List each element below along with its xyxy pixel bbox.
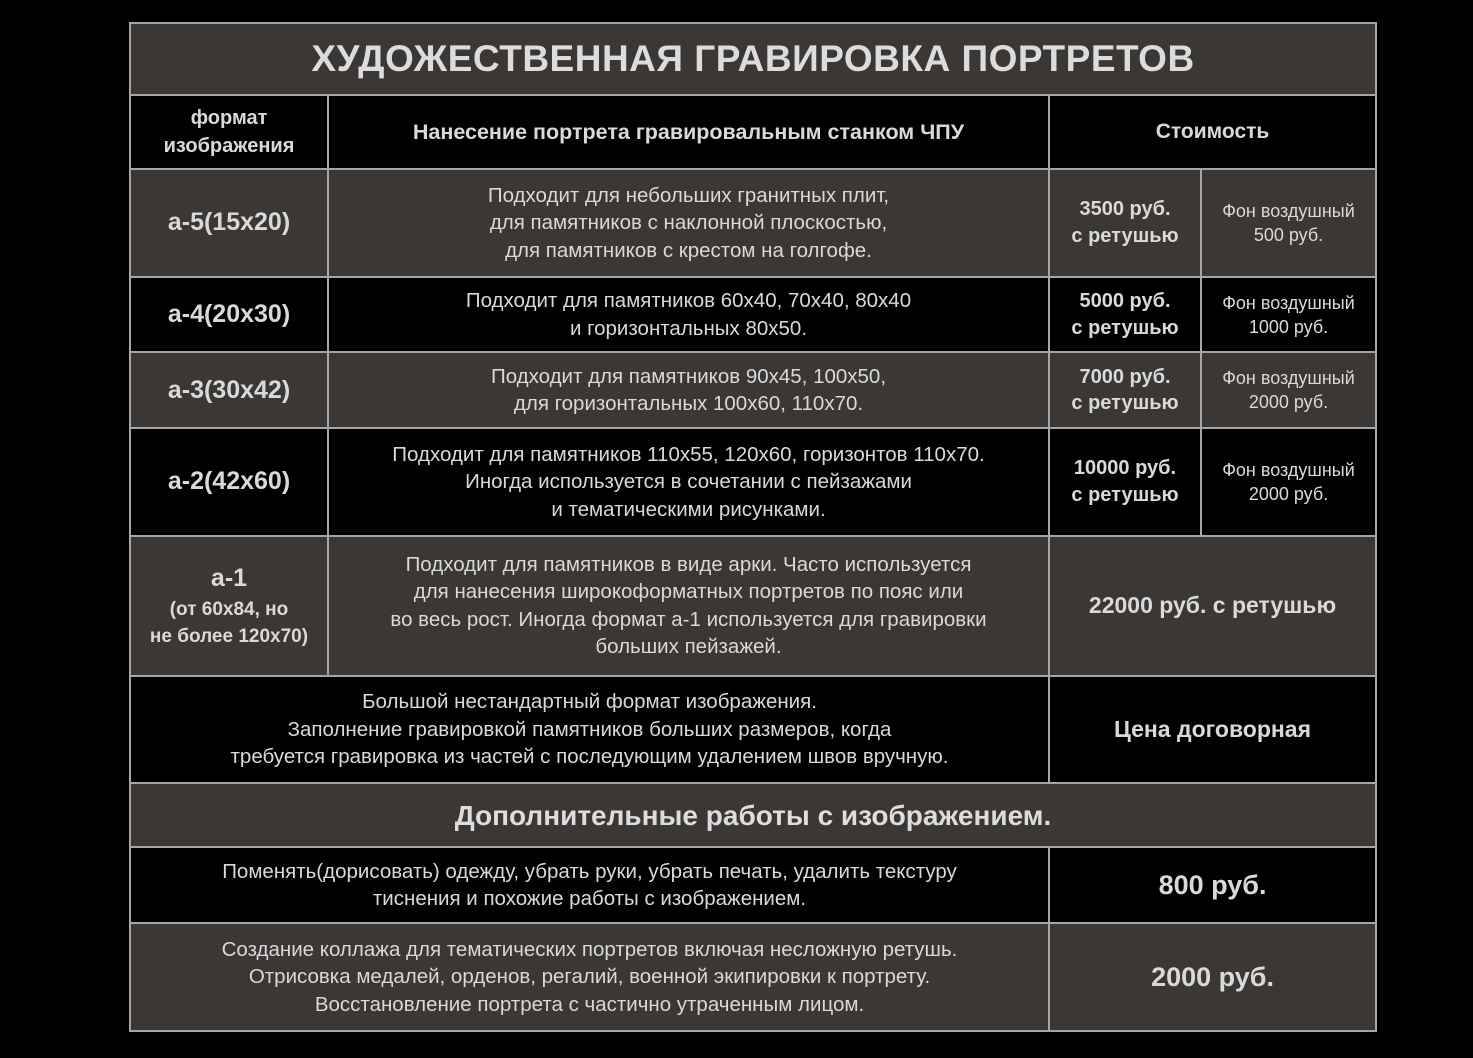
section-title: Дополнительные работы с изображением. [454,799,1052,831]
description-line: во весь рост. Иногда формат a-1 используется для гравировки [390,607,987,631]
format-sub-line: не более 120x70) [149,625,309,647]
price-note-line: Фон воздушный [1222,292,1355,313]
price-note-line: 500 руб. [1253,224,1324,245]
description-line: Подходит для памятников в виде арки. Часто используется [405,552,972,576]
price-line: 3500 руб. [1079,198,1171,221]
description-line: Подходит для памятников 90x45, 100x50, [490,364,887,388]
description-line: Заполнение гравировкой памятников больших размеров, когда [287,717,892,741]
table-row [130,923,1376,1031]
section-header-row [130,783,1376,847]
description-line: Подходит для небольших гранитных плит, [487,183,890,207]
price-table [129,22,1377,1032]
header-format-column [130,95,328,169]
description-line: Отрисовка медалей, орденов, регалий, военной экипировки к портрету. [248,965,931,989]
price-line: с ретушью [1071,224,1179,247]
price-note-cell [1201,428,1376,536]
price-cell-merged: 22000 руб. с ретушью [1049,536,1376,676]
page-title: ХУДОЖЕСТВЕННАЯ ГРАВИРОВКА ПОРТРЕТОВ [311,38,1195,80]
description-cell [328,428,1049,536]
table-row [130,352,1376,428]
price-cell-merged: 2000 руб. [1049,923,1376,1031]
title-row [130,23,1376,95]
description-line: для нанесения широкоформатных портретов по пояс или [413,580,964,604]
description-line: для памятников с крестом на голгофе. [505,238,872,262]
price-note-line: Фон воздушный [1222,200,1355,221]
description-line: Подходит для памятников 110x55, 120x60, горизонтов 110x70. [392,442,985,466]
price-note-cell [1201,352,1376,428]
description-cell [130,923,1049,1031]
description-cell [130,847,1049,923]
description-line: и горизонтальных 80x50. [569,316,808,340]
price-line: с ретушью [1071,392,1179,415]
header-format-line-1: формат [190,106,268,129]
price-note-line: Фон воздушный [1222,459,1355,480]
description-cell [328,536,1049,676]
price-line: 10000 руб. [1073,457,1177,480]
price-note-line: 2000 руб. [1248,484,1329,505]
format-main: a-2(42x60) [167,467,291,496]
description-line: Поменять(дорисовать) одежду, убрать руки, убрать печать, удалить текстуру [222,859,957,883]
price-line: с ретушью [1071,484,1179,507]
header-format-line-2: изображения [163,135,295,157]
description-line: Создание коллажа для тематических портретов включая несложную ретушь. [221,937,958,961]
price-note-cell [1201,169,1376,277]
price-cell-merged: Цена договорная [1049,676,1376,784]
format-sub-line: (от 60x84, но [169,598,289,620]
format-main: a-3(30x42) [167,375,291,404]
description-line: тиснения и похожие работы с изображением. [372,887,807,911]
description-line: требуется гравировка из частей с последующим удалением швов вручную. [230,745,949,769]
description-line: Подходит для памятников 60x40, 70x40, 80x40 [465,289,912,313]
price-note-cell [1201,277,1376,353]
description-line: для памятников с наклонной плоскостью, [489,211,888,235]
price-note-line: 1000 руб. [1248,316,1329,337]
format-label [130,536,328,676]
header-cost-column: Стоимость [1049,95,1376,169]
price-cell [1049,277,1201,353]
price-cell [1049,352,1201,428]
format-label [130,352,328,428]
section-header-cell [130,783,1376,847]
format-main: a-5(15x20) [167,208,291,237]
price-line: с ретушью [1071,316,1179,339]
title-cell [130,23,1376,95]
description-line: Большой нестандартный формат изображения. [362,690,817,714]
table-row [130,428,1376,536]
price-line: 7000 руб. [1079,365,1171,388]
table-row [130,169,1376,277]
description-cell [328,352,1049,428]
table-row [130,536,1376,676]
price-cell [1049,169,1201,277]
description-line: и тематическими рисунками. [551,497,826,521]
price-cell [1049,428,1201,536]
format-label [130,277,328,353]
column-header-row [130,95,1376,169]
price-line: 5000 руб. [1079,289,1171,312]
table-row [130,847,1376,923]
description-cell [328,277,1049,353]
table-row [130,277,1376,353]
price-sheet [129,22,1375,1032]
format-label [130,428,328,536]
price-note-line: Фон воздушный [1222,368,1355,389]
description-cell [328,169,1049,277]
description-line: Восстановление портрета с частично утраченным лицом. [314,992,865,1016]
table-row [130,676,1376,784]
format-main: a-1 [210,564,248,593]
description-line: для горизонтальных 100x60, 110x70. [513,392,864,416]
description-line: Иногда используется в сочетании с пейзажами [465,470,912,494]
format-main: a-4(20x30) [167,299,291,328]
header-work-column: Нанесение портрета гравировальным станком ЧПУ [328,95,1049,169]
description-cell [130,676,1049,784]
description-line: больших пейзажей. [595,635,782,659]
format-label [130,169,328,277]
price-note-line: 2000 руб. [1248,392,1329,413]
price-cell-merged: 800 руб. [1049,847,1376,923]
